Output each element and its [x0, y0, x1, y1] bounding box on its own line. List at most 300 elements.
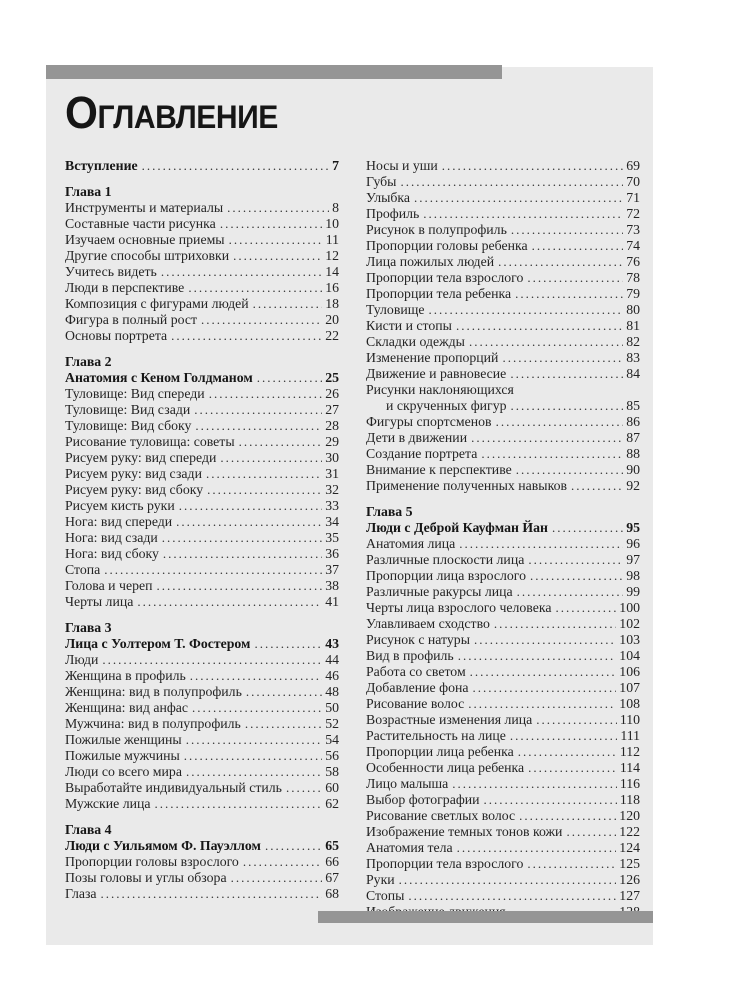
toc-entry-label: Голова и череп: [65, 578, 153, 593]
toc-entry-page: 44: [325, 652, 339, 667]
toc-entry: [366, 808, 640, 824]
toc-entry: [366, 414, 640, 430]
toc-entry-page: 76: [626, 254, 640, 269]
toc-entry-label: Рисунок с натуры: [366, 632, 470, 647]
toc-entry-label: Пожилые женщины: [65, 732, 182, 747]
toc-entry-page: 14: [325, 264, 339, 279]
toc-entry-label: Особенности лица ребенка: [366, 760, 525, 775]
dot-leader: [456, 318, 623, 334]
dot-leader: [510, 366, 623, 382]
dot-leader: [209, 386, 323, 402]
toc-entry: [366, 600, 640, 616]
dot-leader: [101, 886, 323, 902]
toc-entry: [65, 562, 339, 578]
toc-entry-label: Пропорции тела ребенка: [366, 286, 512, 301]
toc-entry: [366, 158, 640, 174]
toc-entry-page: 48: [325, 684, 339, 699]
toc-entry-label: Пропорции тела взрослого: [366, 856, 524, 871]
toc-entry-label: Растительность на лице: [366, 728, 506, 743]
dot-leader: [470, 664, 617, 680]
toc-entry-page: 125: [619, 856, 640, 871]
dot-leader: [265, 838, 322, 854]
toc-entry: [65, 418, 339, 434]
toc-entry-label: Различные плоскости лица: [366, 552, 525, 567]
toc-entry-page: 122: [619, 824, 640, 839]
toc-entry-label: Различные ракурсы лица: [366, 584, 513, 599]
toc-entry: [65, 264, 339, 280]
toc-entry: [65, 248, 339, 264]
toc-entry-label: Изучаем основные приемы: [65, 232, 225, 247]
dot-leader: [457, 840, 617, 856]
chapter-heading: Глава 2: [65, 354, 112, 369]
toc-entry-page: 111: [620, 728, 640, 743]
toc-entry: [366, 888, 640, 904]
dot-leader: [468, 696, 616, 712]
toc-entry: [366, 174, 640, 190]
dot-leader: [142, 158, 329, 174]
toc-entry: [366, 286, 640, 302]
toc-entry: [65, 838, 339, 854]
toc-entry-page: 18: [325, 296, 339, 311]
top-accent-bar: [46, 65, 502, 79]
dot-leader: [220, 216, 322, 232]
toc-entry-page: 67: [325, 870, 339, 885]
toc-entry-label: Дети в движении: [366, 430, 468, 445]
toc-entry-label: Стопа: [65, 562, 101, 577]
dot-leader: [104, 562, 322, 578]
toc-entry-page: 103: [619, 632, 640, 647]
dot-leader: [527, 856, 616, 872]
dot-leader: [408, 888, 616, 904]
toc-entry-page: 106: [619, 664, 640, 679]
dot-leader: [428, 302, 623, 318]
dot-leader: [552, 520, 623, 536]
toc-entry: [65, 434, 339, 450]
dot-leader: [530, 568, 623, 584]
dot-leader: [186, 732, 323, 748]
toc-entry: [65, 482, 339, 498]
toc-entry-label: Руки: [366, 872, 395, 887]
dot-leader: [515, 286, 623, 302]
toc-entry-label: Люди с Уильямом Ф. Пауэллом: [65, 838, 261, 853]
dot-leader: [566, 824, 616, 840]
chapter-heading: Глава 1: [65, 184, 112, 199]
toc-entry: [366, 568, 640, 584]
toc-entry: [366, 238, 640, 254]
toc-entry-page: 126: [619, 872, 640, 887]
dot-leader: [231, 870, 323, 886]
toc-entry-page: 12: [325, 248, 339, 263]
toc-entry-label: Рисование туловища: советы: [65, 434, 235, 449]
toc-entry-page: 120: [619, 808, 640, 823]
toc-entry: [366, 430, 640, 446]
toc-entry: [366, 254, 640, 270]
toc-columns: [65, 158, 640, 920]
dot-leader: [207, 482, 322, 498]
toc-entry-page: 8: [332, 200, 339, 215]
toc-entry-page: 116: [619, 776, 640, 791]
toc-entry: [366, 632, 640, 648]
toc-entry: [366, 302, 640, 318]
toc-entry-label: Рисунок в полупрофиль: [366, 222, 507, 237]
dot-leader: [102, 652, 322, 668]
toc-entry: [65, 780, 339, 796]
toc-entry-label: Рисование волос: [366, 696, 465, 711]
dot-leader: [195, 418, 322, 434]
toc-entry: [366, 856, 640, 872]
toc-entry-page: 43: [325, 636, 339, 651]
toc-entry-page: 38: [325, 578, 339, 593]
toc-entry-page: 100: [619, 600, 640, 615]
toc-entry: [65, 546, 339, 562]
toc-entry-page: 25: [325, 370, 339, 385]
dot-leader: [253, 296, 323, 312]
dot-leader: [474, 632, 616, 648]
toc-entry: [65, 716, 339, 732]
dot-leader: [243, 854, 322, 870]
toc-entry-label: Туловище: Вид сзади: [65, 402, 191, 417]
toc-entry-label: Складки одежды: [366, 334, 465, 349]
dot-leader: [179, 498, 323, 514]
toc-entry-label: Анатомия лица: [366, 536, 456, 551]
dot-leader: [229, 232, 323, 248]
toc-entry-label: Люди с Деброй Кауфман Йан: [366, 520, 548, 535]
dot-leader: [528, 760, 617, 776]
toc-entry-label: Применение полученных навыков: [366, 478, 567, 493]
toc-entry: [65, 764, 339, 780]
toc-entry: [65, 530, 339, 546]
toc-entry: [65, 684, 339, 700]
toc-entry: [65, 796, 339, 812]
dot-leader: [171, 328, 322, 344]
toc-entry-label: Мужские лица: [65, 796, 151, 811]
toc-entry-page: 107: [619, 680, 640, 695]
toc-entry-label: Туловище: Вид спереди: [65, 386, 205, 401]
dot-leader: [162, 530, 322, 546]
toc-entry: [366, 840, 640, 856]
dot-leader: [471, 430, 623, 446]
toc-entry-label: Носы и уши: [366, 158, 438, 173]
toc-entry: [366, 744, 640, 760]
toc-entry-label: и скрученных фигур: [386, 398, 507, 413]
toc-entry-label: Пропорции головы ребенка: [366, 238, 528, 253]
dot-leader: [494, 616, 616, 632]
toc-entry: [366, 696, 640, 712]
toc-entry: [65, 668, 339, 684]
toc-entry: [366, 318, 640, 334]
toc-entry-page: 33: [325, 498, 339, 513]
dot-leader: [257, 370, 322, 386]
toc-entry-page: 102: [619, 616, 640, 631]
toc-entry-label: Улавливаем сходство: [366, 616, 490, 631]
toc-entry-label: Туловище: [366, 302, 425, 317]
toc-entry-page: 69: [626, 158, 640, 173]
toc-entry-page: 70: [626, 174, 640, 189]
toc-entry-page: 114: [619, 760, 640, 775]
toc-entry-label: Люди в перспективе: [65, 280, 185, 295]
toc-entry-label: Пропорции тела взрослого: [366, 270, 524, 285]
dot-leader: [286, 780, 322, 796]
toc-entry-page: 97: [626, 552, 640, 567]
dot-leader: [527, 270, 623, 286]
dot-leader: [472, 680, 616, 696]
toc-entry: [366, 776, 640, 792]
toc-entry-label: Добавление фона: [366, 680, 469, 695]
toc-entry: [366, 398, 640, 414]
toc-entry-page: 118: [619, 792, 640, 807]
toc-entry-label: Глаза: [65, 886, 97, 901]
toc-entry-label: Черты лица взрослого человека: [366, 600, 552, 615]
toc-entry: [65, 498, 339, 514]
toc-entry: [65, 636, 339, 652]
toc-entry-page: 80: [626, 302, 640, 317]
toc-entry-page: 83: [626, 350, 640, 365]
toc-entry-label: Стопы: [366, 888, 405, 903]
toc-entry-page: 50: [325, 700, 339, 715]
dot-leader: [233, 248, 322, 264]
dot-leader: [201, 312, 322, 328]
toc-left-column: [65, 158, 339, 920]
toc-entry-page: 66: [325, 854, 339, 869]
dot-leader: [137, 594, 322, 610]
dot-leader: [452, 776, 617, 792]
dot-leader: [245, 716, 322, 732]
toc-entry: [366, 680, 640, 696]
toc-entry: [65, 594, 339, 610]
toc-entry-page: 95: [626, 520, 640, 535]
toc-entry-label: Работа со светом: [366, 664, 466, 679]
dot-leader: [184, 748, 322, 764]
toc-entry-label: Движение и равновесие: [366, 366, 507, 381]
dot-leader: [458, 648, 617, 664]
chapter-heading: Глава 3: [65, 620, 112, 635]
dot-leader: [518, 744, 617, 760]
toc-entry-page: 37: [325, 562, 339, 577]
toc-entry-label: Пропорции головы взрослого: [65, 854, 239, 869]
toc-entry-label: Вид в профиль: [366, 648, 454, 663]
toc-entry-label: Люди: [65, 652, 99, 667]
toc-entry-page: 74: [626, 238, 640, 253]
toc-entry: [65, 280, 339, 296]
toc-entry-label: Выработайте индивидуальный стиль: [65, 780, 282, 795]
toc-entry: [65, 158, 339, 174]
toc-entry: [366, 446, 640, 462]
toc-entry-label: Составные части рисунка: [65, 216, 216, 231]
toc-entry-label: Рисунки наклоняющихся: [366, 382, 514, 397]
dot-leader: [156, 578, 322, 594]
toc-entry-label: Рисуем руку: вид сбоку: [65, 482, 204, 497]
toc-entry-label: Профиль: [366, 206, 420, 221]
toc-entry: [65, 578, 339, 594]
toc-page: [46, 67, 653, 945]
toc-entry-label: Пропорции лица взрослого: [366, 568, 526, 583]
toc-entry: [65, 652, 339, 668]
toc-entry-page: 84: [626, 366, 640, 381]
dot-leader: [536, 712, 617, 728]
toc-entry-page: 82: [626, 334, 640, 349]
dot-leader: [161, 264, 322, 280]
toc-entry-page: 20: [325, 312, 339, 327]
toc-right-column: [366, 158, 640, 920]
toc-entry: [366, 334, 640, 350]
toc-entry-page: 11: [325, 232, 339, 247]
toc-entry-label: Позы головы и углы обзора: [65, 870, 227, 885]
toc-entry: [65, 312, 339, 328]
dot-leader: [186, 764, 322, 780]
toc-entry: [366, 872, 640, 888]
toc-entry: [366, 792, 640, 808]
toc-entry-page: 127: [619, 888, 640, 903]
toc-entry-page: 88: [626, 446, 640, 461]
toc-entry-page: 28: [325, 418, 339, 433]
toc-entry: [366, 824, 640, 840]
dot-leader: [496, 414, 624, 430]
toc-entry-page: 98: [626, 568, 640, 583]
toc-entry-page: 36: [325, 546, 339, 561]
toc-entry-page: 41: [325, 594, 339, 609]
toc-entry: [366, 664, 640, 680]
toc-entry-page: 65: [325, 838, 339, 853]
dot-leader: [192, 700, 322, 716]
toc-entry: [65, 402, 339, 418]
toc-entry: [366, 382, 640, 398]
toc-entry-label: Нога: вид сзади: [65, 530, 158, 545]
toc-entry-page: 72: [626, 206, 640, 221]
toc-entry-page: 35: [325, 530, 339, 545]
toc-entry-page: 92: [626, 478, 640, 493]
dot-leader: [188, 280, 322, 296]
toc-entry-page: 46: [325, 668, 339, 683]
toc-entry-page: 110: [619, 712, 640, 727]
toc-entry-page: 73: [626, 222, 640, 237]
dot-leader: [519, 808, 616, 824]
toc-entry-page: 52: [325, 716, 339, 731]
toc-entry-page: 86: [626, 414, 640, 429]
toc-entry: [366, 206, 640, 222]
dot-leader: [481, 446, 623, 462]
toc-entry-page: 104: [619, 648, 640, 663]
toc-entry: [65, 870, 339, 886]
toc-entry-label: Улыбка: [366, 190, 411, 205]
toc-entry-label: Рисуем руку: вид сзади: [65, 466, 202, 481]
dot-leader: [154, 796, 322, 812]
toc-entry-page: 81: [626, 318, 640, 333]
toc-entry: [366, 584, 640, 600]
dot-leader: [163, 546, 322, 562]
toc-entry-label: Фигура в полный рост: [65, 312, 198, 327]
toc-entry: [65, 732, 339, 748]
dot-leader: [414, 190, 623, 206]
toc-entry-page: 62: [325, 796, 339, 811]
toc-entry-label: Выбор фотографии: [366, 792, 480, 807]
toc-entry-label: Инструменты и материалы: [65, 200, 224, 215]
toc-entry-page: 16: [325, 280, 339, 295]
toc-entry-page: 68: [325, 886, 339, 901]
toc-entry: [65, 886, 339, 902]
toc-entry-label: Губы: [366, 174, 397, 189]
toc-entry: [366, 712, 640, 728]
toc-entry-page: 96: [626, 536, 640, 551]
toc-entry-label: Пожилые мужчины: [65, 748, 180, 763]
toc-entry-label: Туловище: Вид сбоку: [65, 418, 192, 433]
dot-leader: [498, 254, 623, 270]
toc-entry-label: Возрастные изменения лица: [366, 712, 533, 727]
toc-entry-label: Анатомия тела: [366, 840, 453, 855]
dot-leader: [555, 600, 616, 616]
dot-leader: [176, 514, 322, 530]
toc-entry: [366, 350, 640, 366]
toc-entry: [366, 462, 640, 478]
toc-entry: [65, 514, 339, 530]
toc-entry-label: Учитесь видеть: [65, 264, 157, 279]
dot-leader: [227, 200, 329, 216]
toc-entry-label: Лица с Уолтером Т. Фостером: [65, 636, 251, 651]
dot-leader: [511, 398, 624, 414]
toc-entry: [65, 466, 339, 482]
toc-entry-label: Композиция с фигурами людей: [65, 296, 249, 311]
toc-entry-label: Внимание к перспективе: [366, 462, 512, 477]
toc-entry-label: Рисование светлых волос: [366, 808, 516, 823]
toc-entry-page: 112: [619, 744, 640, 759]
dot-leader: [399, 872, 617, 888]
toc-entry-label: Анатомия с Кеном Голдманом: [65, 370, 253, 385]
toc-entry-label: Лицо малыша: [366, 776, 449, 791]
toc-entry: [366, 222, 640, 238]
toc-entry-page: 56: [325, 748, 339, 763]
toc-entry: [366, 366, 640, 382]
toc-entry-label: Другие способы штриховки: [65, 248, 230, 263]
toc-entry-page: 85: [626, 398, 640, 413]
toc-entry-page: 31: [325, 466, 339, 481]
toc-entry-page: 78: [626, 270, 640, 285]
toc-entry: [366, 270, 640, 286]
toc-entry-label: Рисуем руку: вид спереди: [65, 450, 217, 465]
toc-entry-page: 34: [325, 514, 339, 529]
dot-leader: [190, 668, 322, 684]
toc-entry-label: Изображение темных тонов кожи: [366, 824, 563, 839]
toc-entry-label: Лица пожилых людей: [366, 254, 495, 269]
toc-entry: [366, 478, 640, 494]
toc-entry: [366, 536, 640, 552]
toc-entry: [366, 616, 640, 632]
toc-entry: [65, 328, 339, 344]
bottom-accent-bar: [318, 911, 653, 923]
toc-entry-page: 108: [619, 696, 640, 711]
toc-entry-page: 54: [325, 732, 339, 747]
toc-entry: [366, 552, 640, 568]
toc-entry-page: 99: [626, 584, 640, 599]
dot-leader: [246, 684, 322, 700]
toc-entry: [65, 370, 339, 386]
toc-entry-label: Женщина: вид в полупрофиль: [65, 684, 242, 699]
dot-leader: [517, 584, 624, 600]
dot-leader: [484, 792, 617, 808]
dot-leader: [469, 334, 623, 350]
toc-entry-page: 124: [619, 840, 640, 855]
dot-leader: [571, 478, 623, 494]
toc-entry-label: Женщина: вид анфас: [65, 700, 189, 715]
toc-entry-page: 29: [325, 434, 339, 449]
toc-entry-label: Создание портрета: [366, 446, 478, 461]
dot-leader: [532, 238, 624, 254]
toc-entry-page: 79: [626, 286, 640, 301]
toc-entry: [366, 728, 640, 744]
dot-leader: [423, 206, 623, 222]
toc-entry: [366, 760, 640, 776]
dot-leader: [206, 466, 322, 482]
toc-entry-label: Люди со всего мира: [65, 764, 182, 779]
toc-entry-label: Фигуры спортсменов: [366, 414, 492, 429]
